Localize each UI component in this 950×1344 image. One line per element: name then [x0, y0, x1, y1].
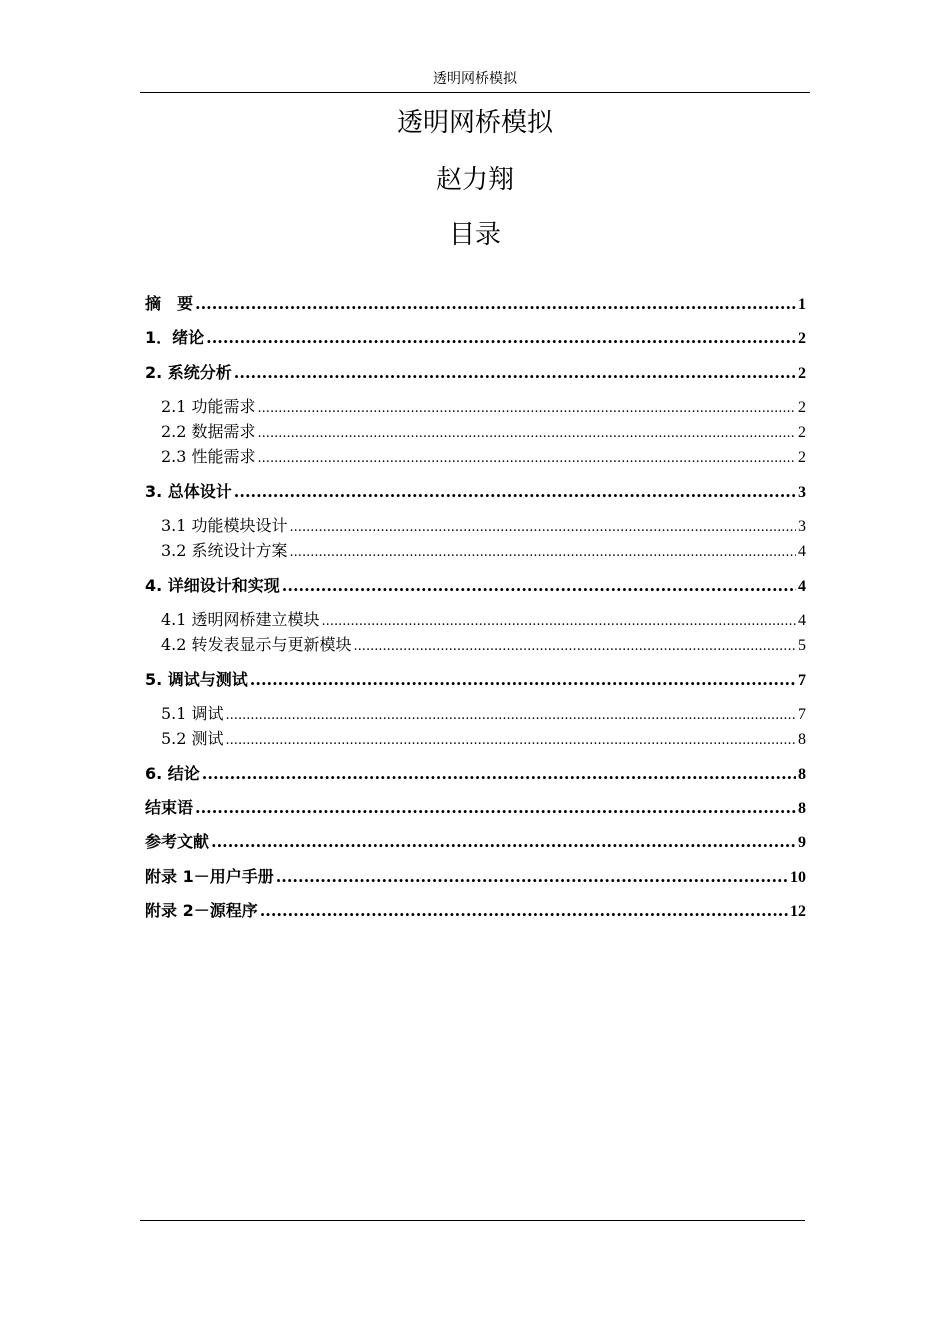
toc-leader-dots — [258, 398, 796, 420]
toc-entry[interactable] — [145, 797, 806, 819]
running-header: 透明网桥模拟 — [433, 71, 517, 87]
toc-entry-label: 2.3 性能需求 — [161, 447, 256, 466]
toc-heading: 目录 — [448, 220, 501, 250]
toc-leader-dots — [234, 481, 796, 503]
toc-entry-page: 10 — [790, 869, 806, 886]
toc-leader-dots — [260, 900, 788, 922]
toc-entry[interactable] — [145, 831, 806, 853]
toc-leader-dots — [258, 448, 796, 470]
toc-entry-label: 2.1 功能需求 — [161, 397, 256, 416]
toc-leader-dots — [202, 763, 796, 785]
toc-entry-page: 8 — [798, 800, 806, 817]
toc-entry-page: 3 — [798, 484, 806, 501]
toc-leader-dots — [226, 705, 796, 727]
toc-entry-page: 2 — [798, 424, 806, 441]
toc-entry-label: 4.1 透明网桥建立模块 — [161, 610, 320, 629]
toc-leader-dots — [250, 669, 796, 691]
toc-entry-label: 2.2 数据需求 — [161, 422, 256, 441]
toc-entry[interactable] — [161, 609, 806, 631]
toc-leader-dots — [234, 362, 796, 384]
toc-entry[interactable] — [145, 866, 806, 888]
toc-entry-label: 5.2 测试 — [161, 729, 224, 748]
toc-entry-label: 3.2 系统设计方案 — [161, 541, 288, 560]
toc-entry[interactable] — [161, 421, 806, 443]
toc-entry-page: 7 — [798, 672, 806, 689]
toc-entry-page: 2 — [798, 365, 806, 382]
toc-entry-page: 4 — [798, 612, 806, 629]
footer-divider — [140, 1220, 805, 1221]
toc-entry-page: 8 — [798, 766, 806, 783]
toc-entry-page: 2 — [798, 330, 806, 347]
toc-entry-page: 7 — [798, 706, 806, 723]
toc-entry-page: 3 — [798, 518, 806, 535]
author-name: 赵力翔 — [435, 165, 514, 195]
toc-leader-dots — [195, 293, 796, 315]
toc-entry[interactable] — [145, 575, 806, 597]
toc-entry-label: 4.2 转发表显示与更新模块 — [161, 635, 352, 654]
toc-entry[interactable] — [161, 515, 806, 537]
toc-entry-page: 12 — [790, 903, 806, 920]
toc-entry[interactable] — [145, 669, 806, 691]
toc-leader-dots — [211, 831, 796, 853]
toc-entry-label: 5.1 调试 — [161, 704, 224, 723]
toc-leader-dots — [195, 797, 796, 819]
toc-entry[interactable] — [145, 481, 806, 503]
toc-entry[interactable] — [161, 540, 806, 562]
toc-entry-page: 4 — [798, 543, 806, 560]
toc-entry-label: 参考文献 — [145, 832, 210, 851]
toc-entry[interactable] — [161, 396, 806, 418]
toc-entry-label: 6. 结论 — [145, 764, 200, 783]
toc-entry[interactable] — [161, 728, 806, 750]
toc-entry-label: 附录 1－用户手册 — [145, 867, 274, 886]
toc-entry-label: 5. 调试与测试 — [145, 670, 248, 689]
toc-entry[interactable] — [145, 763, 806, 785]
toc-entry-page: 5 — [798, 637, 806, 654]
toc-entry-page: 4 — [798, 578, 806, 595]
toc-entry-label: 附录 2－源程序 — [145, 901, 258, 920]
toc-entry-page: 2 — [798, 449, 806, 466]
document-title: 透明网桥模拟 — [396, 108, 553, 138]
toc-entry-page: 8 — [798, 731, 806, 748]
toc-leader-dots — [226, 730, 796, 752]
toc-entry[interactable] — [161, 446, 806, 468]
toc-entry-label: 2. 系统分析 — [145, 363, 232, 382]
toc-entry-page: 9 — [798, 834, 806, 851]
toc-leader-dots — [282, 575, 796, 597]
toc-entry[interactable] — [145, 327, 806, 349]
header-divider — [140, 92, 810, 93]
toc-leader-dots — [290, 542, 796, 564]
toc-entry-label: 结束语 — [145, 798, 194, 817]
toc-entry-label: 摘 要 — [145, 294, 194, 313]
toc-entry[interactable] — [145, 293, 806, 315]
toc-entry-page: 1 — [798, 296, 806, 313]
toc-leader-dots — [322, 611, 796, 633]
toc-entry[interactable] — [161, 703, 806, 725]
toc-entry-label: 4. 详细设计和实现 — [145, 576, 280, 595]
toc-entry[interactable] — [161, 634, 806, 656]
toc-entry-label: 3. 总体设计 — [145, 482, 232, 501]
toc-entry-label: 1．绪论 — [145, 328, 205, 347]
toc-leader-dots — [354, 636, 796, 658]
toc-leader-dots — [290, 517, 796, 539]
toc-entry[interactable] — [145, 362, 806, 384]
toc-leader-dots — [206, 327, 796, 349]
toc-entry[interactable] — [145, 900, 806, 922]
toc-leader-dots — [276, 866, 788, 888]
toc-entry-label: 3.1 功能模块设计 — [161, 516, 288, 535]
toc-entry-page: 2 — [798, 399, 806, 416]
toc-leader-dots — [258, 423, 796, 445]
